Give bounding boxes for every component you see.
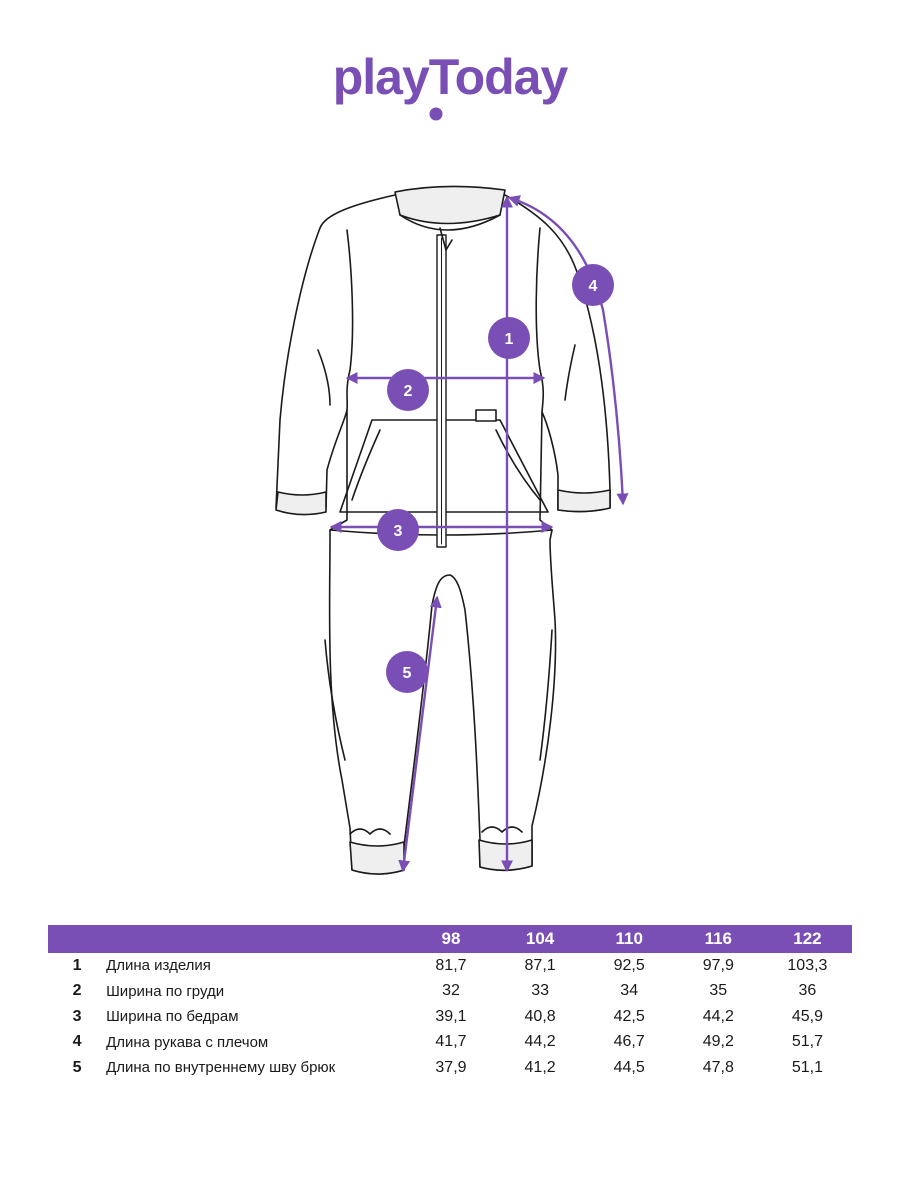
measurement-value: 51,1: [791, 1058, 823, 1076]
measurement-value: 51,7: [791, 1033, 823, 1051]
measurement-value: 41,7: [435, 1033, 467, 1051]
marker-2: [387, 369, 429, 411]
measurement-value: 32: [442, 982, 460, 1000]
measurement-value: 44,2: [702, 1007, 734, 1025]
measurement-value: 92,5: [613, 956, 645, 974]
garment-outline: [276, 186, 610, 874]
measurement-name: Ширина по груди: [106, 982, 225, 1000]
measurement-value: 39,1: [435, 1007, 467, 1025]
measurement-value: 33: [531, 982, 549, 1000]
marker-1: [488, 317, 530, 359]
size-header-row: [48, 925, 852, 953]
measurement-value: 46,7: [613, 1033, 645, 1051]
measurement-value: 40,8: [524, 1007, 556, 1025]
measurement-value: 34: [620, 982, 639, 1000]
row-number: 3: [72, 1007, 82, 1025]
measurement-value: 103,3: [787, 956, 828, 974]
header-blank-number: [48, 925, 106, 953]
measurement-value: 37,9: [435, 1058, 467, 1076]
size-header: 104: [525, 929, 555, 948]
marker-5: [386, 651, 428, 693]
measurement-value: 44,2: [524, 1033, 556, 1051]
measurement-name: Длина рукава с плечом: [106, 1033, 269, 1051]
svg-text:5: 5: [402, 665, 412, 682]
table-row: [48, 1030, 852, 1056]
svg-text:1: 1: [504, 331, 514, 348]
size-chart-table: [48, 925, 852, 1081]
svg-text:2: 2: [403, 383, 413, 400]
row-number: 5: [72, 1058, 82, 1076]
measurement-value: 87,1: [524, 956, 556, 974]
measurement-value: 49,2: [702, 1033, 734, 1051]
measurement-value: 47,8: [702, 1058, 734, 1076]
svg-text:3: 3: [393, 523, 403, 540]
table-row: [48, 953, 852, 979]
table-row: [48, 979, 852, 1005]
measurement-value: 44,5: [613, 1058, 645, 1076]
table-row: [48, 1055, 852, 1081]
measurement-value: 97,9: [702, 956, 734, 974]
size-header: 98: [441, 929, 461, 948]
measurement-name: Ширина по бедрам: [106, 1008, 239, 1026]
row-number: 4: [72, 1033, 82, 1051]
measurement-value: 36: [798, 982, 817, 1000]
svg-text:4: 4: [588, 278, 598, 295]
measurement-name: Длина изделия: [106, 957, 211, 975]
size-header: 116: [704, 929, 733, 948]
size-header: 122: [793, 929, 822, 948]
measurement-value: 42,5: [613, 1007, 645, 1025]
marker-4: [572, 264, 614, 306]
measurement-value: 35: [709, 982, 728, 1000]
svg-text:playToday: playToday: [332, 50, 568, 105]
size-header: 110: [615, 929, 643, 948]
table-row: [48, 1004, 852, 1030]
marker-3: [377, 509, 419, 551]
measurement-name: Длина по внутреннему шву брюк: [106, 1059, 336, 1077]
row-number: 1: [72, 956, 82, 974]
measurement-value: 45,9: [791, 1007, 823, 1025]
header-blank-name: [106, 925, 406, 953]
row-number: 2: [72, 982, 82, 1000]
measurement-value: 81,7: [435, 956, 467, 974]
measurement-value: 41,2: [524, 1058, 556, 1076]
